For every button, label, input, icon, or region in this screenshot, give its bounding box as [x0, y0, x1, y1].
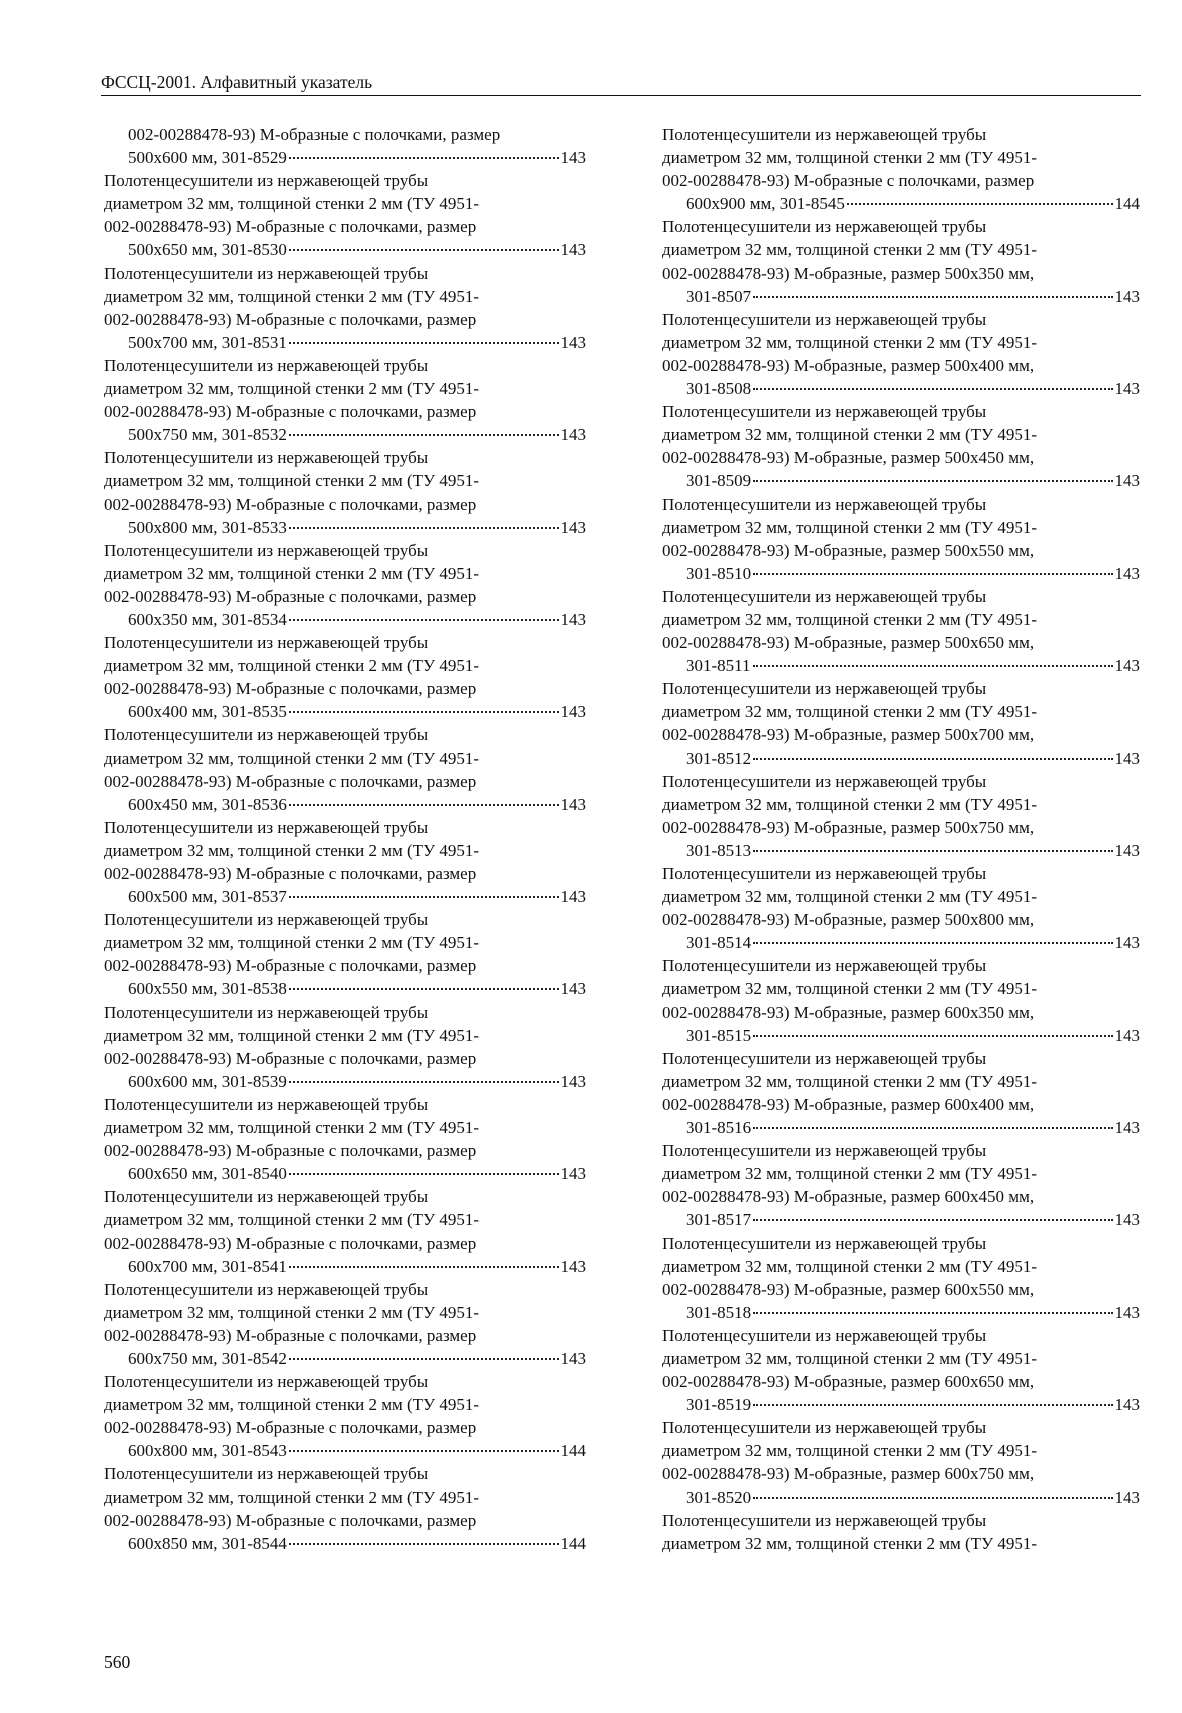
dot-leader — [289, 804, 559, 806]
entry-text-line: Полотенцесушители из нержавеющей трубы — [104, 1187, 429, 1207]
entry-last-line — [128, 1255, 586, 1278]
index-entry — [662, 585, 1140, 677]
entry-page-ref: 143 — [1114, 1302, 1140, 1322]
entry-last-line — [128, 516, 586, 539]
entry-code: 301-8508 — [686, 379, 752, 399]
entry-page-ref: 144 — [1114, 194, 1140, 214]
dot-leader — [753, 1219, 1112, 1221]
index-entry — [662, 123, 1140, 215]
dot-leader — [289, 711, 559, 713]
entry-text-line: диаметром 32 мм, толщиной стенки 2 мм (ТУ 4951- — [662, 425, 1038, 445]
entry-page-ref: 143 — [1114, 656, 1140, 676]
entry-text-line: Полотенцесушители из нержавеющей трубы — [662, 1510, 987, 1530]
entry-text-line: диаметром 32 мм, толщиной стенки 2 мм (ТУ 4951- — [104, 194, 480, 214]
entry-text-line: 002-00288478-93) М-образные, размер 500x450 мм, — [662, 448, 1035, 468]
entry-code: 301-8513 — [686, 840, 752, 860]
entry-page-ref: 143 — [1114, 1487, 1140, 1507]
entry-text-line: диаметром 32 мм, толщиной стенки 2 мм (ТУ 4951- — [104, 1118, 480, 1138]
entry-last-line — [686, 1301, 1140, 1324]
entry-page-ref: 143 — [1114, 1025, 1140, 1045]
entry-code: 600x900 мм, 301-8545 — [686, 194, 845, 214]
entry-text-line: Полотенцесушители из нержавеющей трубы — [662, 309, 987, 329]
entry-page-ref: 143 — [560, 425, 586, 445]
entry-page-ref: 143 — [560, 148, 586, 168]
entry-text-line: 002-00288478-93) М-образные, размер 500x700 мм, — [662, 725, 1035, 745]
entry-text-line: диаметром 32 мм, толщиной стенки 2 мм (ТУ 4951- — [662, 979, 1038, 999]
entry-last-line — [686, 1486, 1140, 1509]
entry-code: 301-8512 — [686, 748, 752, 768]
entry-last-line — [686, 747, 1140, 770]
dot-leader — [753, 388, 1112, 390]
entry-text-line: 002-00288478-93) М-образные, размер 600x450 мм, — [662, 1187, 1035, 1207]
index-entry — [104, 262, 586, 354]
dot-leader — [753, 758, 1112, 760]
entry-text-line: диаметром 32 мм, толщиной стенки 2 мм (ТУ 4951- — [104, 1210, 480, 1230]
index-entry — [662, 1509, 1140, 1555]
entry-code: 500x800 мм, 301-8533 — [128, 517, 287, 537]
entry-text-line: диаметром 32 мм, толщиной стенки 2 мм (ТУ 4951- — [104, 1302, 480, 1322]
entry-text-line: диаметром 32 мм, толщиной стенки 2 мм (ТУ 4951- — [104, 656, 480, 676]
entry-code: 301-8518 — [686, 1302, 752, 1322]
index-column-left — [104, 123, 586, 1555]
entry-text-line: диаметром 32 мм, толщиной стенки 2 мм (ТУ 4951- — [104, 1025, 480, 1045]
index-entry — [662, 493, 1140, 585]
entry-last-line — [128, 1070, 586, 1093]
entry-text-line: 002-00288478-93) М-образные, размер 500x750 мм, — [662, 817, 1035, 837]
entry-text-line: диаметром 32 мм, толщиной стенки 2 мм (ТУ 4951- — [662, 1256, 1038, 1276]
entry-text-line: 002-00288478-93) М-образные, размер 600x550 мм, — [662, 1279, 1035, 1299]
entry-text-line: Полотенцесушители из нержавеющей трубы — [104, 448, 429, 468]
entry-page-ref: 144 — [560, 1441, 586, 1461]
dot-leader — [753, 1404, 1112, 1406]
index-entry — [104, 446, 586, 538]
entry-code: 500x600 мм, 301-8529 — [128, 148, 287, 168]
index-entry — [104, 908, 586, 1000]
entry-text-line: Полотенцесушители из нержавеющей трубы — [104, 633, 429, 653]
dot-leader — [753, 1312, 1112, 1314]
entry-text-line: 002-00288478-93) М-образные, размер 600x750 мм, — [662, 1464, 1035, 1484]
entry-text-line: диаметром 32 мм, толщиной стенки 2 мм (ТУ 4951- — [662, 1164, 1038, 1184]
entry-code: 600x450 мм, 301-8536 — [128, 794, 287, 814]
entry-last-line — [686, 654, 1140, 677]
entry-code: 500x700 мм, 301-8531 — [128, 332, 287, 352]
header-title: ФССЦ-2001. Алфавитный указатель — [101, 72, 373, 92]
entry-code: 301-8520 — [686, 1487, 752, 1507]
index-entry — [104, 1093, 586, 1185]
dot-leader — [753, 1035, 1112, 1037]
entry-page-ref: 143 — [1114, 563, 1140, 583]
entry-code: 600x350 мм, 301-8534 — [128, 609, 287, 629]
dot-leader — [753, 665, 1113, 667]
index-entry — [104, 1462, 586, 1554]
dot-leader — [289, 342, 559, 344]
entry-text-line: диаметром 32 мм, толщиной стенки 2 мм (ТУ 4951- — [662, 609, 1038, 629]
entry-code: 600x650 мм, 301-8540 — [128, 1164, 287, 1184]
dot-leader — [289, 988, 559, 990]
entry-text-line: диаметром 32 мм, толщиной стенки 2 мм (ТУ 4951- — [104, 1395, 480, 1415]
entry-last-line — [128, 608, 586, 631]
index-entry — [662, 215, 1140, 307]
dot-leader — [847, 203, 1113, 205]
entry-last-line — [128, 423, 586, 446]
entry-text-line: диаметром 32 мм, толщиной стенки 2 мм (ТУ 4951- — [662, 240, 1038, 260]
index-entry — [104, 1185, 586, 1277]
entry-text-line: диаметром 32 мм, толщиной стенки 2 мм (ТУ 4951- — [104, 563, 480, 583]
entry-page-ref: 143 — [1114, 840, 1140, 860]
entry-text-line: 002-00288478-93) М-образные с полочками, размер — [104, 217, 477, 237]
page-number: 560 — [104, 1652, 131, 1672]
entry-text-line: Полотенцесушители из нержавеющей трубы — [104, 171, 429, 191]
index-entry — [662, 1416, 1140, 1508]
entry-last-line — [128, 1532, 586, 1555]
entry-text-line: Полотенцесушители из нержавеющей трубы — [104, 910, 429, 930]
entry-last-line — [686, 377, 1140, 400]
entry-page-ref: 143 — [560, 609, 586, 629]
entry-last-line — [686, 285, 1140, 308]
entry-text-line: 002-00288478-93) М-образные с полочками, размер — [104, 402, 477, 422]
entry-last-line — [128, 700, 586, 723]
entry-last-line — [686, 562, 1140, 585]
entry-text-line: Полотенцесушители из нержавеющей трубы — [104, 725, 429, 745]
dot-leader — [289, 1450, 559, 1452]
index-entry — [662, 400, 1140, 492]
entry-last-line — [128, 1162, 586, 1185]
entry-last-line — [128, 885, 586, 908]
entry-text-line: Полотенцесушители из нержавеющей трубы — [662, 771, 987, 791]
entry-text-line: 002-00288478-93) М-образные с полочками, размер — [104, 679, 477, 699]
entry-page-ref: 144 — [560, 1533, 586, 1553]
entry-text-line: 002-00288478-93) М-образные, размер 600x400 мм, — [662, 1094, 1035, 1114]
entry-last-line — [686, 839, 1140, 862]
entry-text-line: Полотенцесушители из нержавеющей трубы — [662, 1048, 987, 1068]
index-entry — [662, 862, 1140, 954]
entry-page-ref: 143 — [1114, 1210, 1140, 1230]
entry-text-line: 002-00288478-93) М-образные с полочками, размер — [104, 864, 477, 883]
dot-leader — [289, 1543, 559, 1545]
entry-text-line: 002-00288478-93) М-образные, размер 500x350 мм, — [662, 263, 1035, 283]
index-entry — [104, 816, 586, 908]
entry-code: 600x700 мм, 301-8541 — [128, 1256, 287, 1276]
entry-text-line: диаметром 32 мм, толщиной стенки 2 мм (ТУ 4951- — [662, 794, 1038, 814]
entry-text-line: 002-00288478-93) М-образные с полочками, размер — [104, 771, 477, 791]
entry-text-line: Полотенцесушители из нержавеющей трубы — [662, 1418, 987, 1438]
dot-leader — [289, 527, 559, 529]
entry-last-line — [686, 1024, 1140, 1047]
entry-code: 600x550 мм, 301-8538 — [128, 979, 287, 999]
entry-last-line — [128, 238, 586, 261]
dot-leader — [753, 942, 1112, 944]
entry-text-line: диаметром 32 мм, толщиной стенки 2 мм (ТУ 4951- — [104, 1487, 480, 1507]
index-entry — [104, 354, 586, 446]
entry-page-ref: 143 — [1114, 1395, 1140, 1415]
dot-leader — [753, 480, 1112, 482]
dot-leader — [289, 1081, 559, 1083]
entry-text-line: диаметром 32 мм, толщиной стенки 2 мм (ТУ 4951- — [662, 1533, 1038, 1553]
index-entry-continued — [104, 123, 586, 169]
entry-text-line: диаметром 32 мм, толщиной стенки 2 мм (ТУ 4951- — [104, 471, 480, 491]
entry-text-line: Полотенцесушители из нержавеющей трубы — [104, 1279, 429, 1299]
dot-leader — [753, 1127, 1112, 1129]
running-header — [101, 71, 1141, 96]
entry-last-line — [686, 1116, 1140, 1139]
entry-last-line — [128, 977, 586, 1000]
entry-text-line: 002-00288478-93) М-образные с полочками, размер — [104, 956, 477, 976]
entry-code: 301-8507 — [686, 286, 752, 306]
entry-text-line: Полотенцесушители из нержавеющей трубы — [104, 540, 429, 560]
index-column-right — [662, 123, 1140, 1555]
entry-page-ref: 143 — [1114, 379, 1140, 399]
entry-text-line: диаметром 32 мм, толщиной стенки 2 мм (ТУ 4951- — [662, 1441, 1038, 1461]
entry-text-line: Полотенцесушители из нержавеющей трубы — [104, 263, 429, 283]
entry-text-line: 002-00288478-93) М-образные, размер 600x350 мм, — [662, 1002, 1035, 1022]
entry-text-line: Полотенцесушители из нержавеющей трубы — [104, 1464, 429, 1484]
entry-text-line: 002-00288478-93) М-образные с полочками, размер — [104, 1418, 477, 1438]
entry-text-line: 002-00288478-93) М-образные с полочками, размер — [104, 1510, 477, 1530]
entry-code: 301-8511 — [686, 656, 751, 676]
index-entry — [662, 308, 1140, 400]
entry-code: 301-8515 — [686, 1025, 752, 1045]
dot-leader — [289, 619, 559, 621]
entry-text-line: 002-00288478-93) М-образные с полочками, размер — [104, 494, 477, 514]
entry-page-ref: 143 — [560, 887, 586, 907]
entry-text-line: Полотенцесушители из нержавеющей трубы — [662, 125, 987, 144]
index-entry — [104, 723, 586, 815]
entry-text-line: диаметром 32 мм, толщиной стенки 2 мм (ТУ 4951- — [662, 517, 1038, 537]
dot-leader — [289, 249, 559, 251]
entry-page-ref: 143 — [1114, 748, 1140, 768]
entry-text-line: диаметром 32 мм, толщиной стенки 2 мм (ТУ 4951- — [662, 702, 1038, 722]
dot-leader — [753, 296, 1112, 298]
entry-code: 500x650 мм, 301-8530 — [128, 240, 287, 260]
entry-code: 600x750 мм, 301-8542 — [128, 1348, 287, 1368]
index-entry — [104, 1001, 586, 1093]
entry-text-line: Полотенцесушители из нержавеющей трубы — [662, 1233, 987, 1253]
entry-text-line: диаметром 32 мм, толщиной стенки 2 мм (ТУ 4951- — [662, 332, 1038, 352]
entry-code: 600x500 мм, 301-8537 — [128, 887, 287, 907]
entry-page-ref: 143 — [560, 240, 586, 260]
entry-text-line: диаметром 32 мм, толщиной стенки 2 мм (ТУ 4951- — [104, 748, 480, 768]
entry-page-ref: 143 — [1114, 933, 1140, 953]
entry-page-ref: 143 — [560, 517, 586, 537]
dot-leader — [289, 1358, 559, 1360]
entry-code: 301-8510 — [686, 563, 752, 583]
entry-text-line: Полотенцесушители из нержавеющей трубы — [104, 817, 429, 837]
entry-code: 301-8509 — [686, 471, 752, 491]
index-entry — [662, 770, 1140, 862]
entry-last-line — [128, 793, 586, 816]
entry-page-ref: 143 — [560, 702, 586, 722]
entry-text-line: Полотенцесушители из нержавеющей трубы — [104, 1002, 429, 1022]
dot-leader — [289, 1266, 559, 1268]
entry-text-line: диаметром 32 мм, толщиной стенки 2 мм (ТУ 4951- — [662, 148, 1038, 168]
entry-last-line — [686, 1208, 1140, 1231]
entry-page-ref: 143 — [560, 1256, 586, 1276]
entry-code: 301-8514 — [686, 933, 752, 953]
entry-last-line — [686, 469, 1140, 492]
entry-text-line: диаметром 32 мм, толщиной стенки 2 мм (ТУ 4951- — [662, 887, 1038, 907]
entry-text-line: Полотенцесушители из нержавеющей трубы — [104, 1372, 429, 1392]
dot-leader — [289, 157, 559, 159]
entry-text-line: 002-00288478-93) М-образные, размер 500x800 мм, — [662, 910, 1035, 930]
entry-text-line: 002-00288478-93) М-образные с полочками, размер — [662, 171, 1035, 191]
entry-last-line — [128, 1439, 586, 1462]
entry-code: 600x400 мм, 301-8535 — [128, 702, 287, 722]
index-entry — [104, 631, 586, 723]
entry-text-line: Полотенцесушители из нержавеющей трубы — [662, 864, 987, 883]
entry-text-line: 002-00288478-93) М-образные с полочками, размер — [104, 1048, 477, 1068]
entry-page-ref: 143 — [560, 794, 586, 814]
entry-code: 301-8516 — [686, 1118, 752, 1138]
entry-text-line: Полотенцесушители из нержавеющей трубы — [662, 217, 987, 237]
entry-code: 600x850 мм, 301-8544 — [128, 1533, 287, 1553]
index-entry — [662, 1232, 1140, 1324]
entry-page-ref: 143 — [560, 332, 586, 352]
dot-leader — [753, 850, 1112, 852]
entry-text-line: диаметром 32 мм, толщиной стенки 2 мм (ТУ 4951- — [104, 379, 480, 399]
entry-code: 301-8517 — [686, 1210, 752, 1230]
entry-text-line: Полотенцесушители из нержавеющей трубы — [104, 1094, 429, 1114]
entry-text-line: 002-00288478-93) М-образные, размер 500x400 мм, — [662, 355, 1035, 375]
entry-text-line: 002-00288478-93) М-образные с полочками, размер — [104, 586, 477, 606]
entry-text-line: Полотенцесушители из нержавеющей трубы — [662, 1325, 987, 1345]
dot-leader — [289, 1173, 559, 1175]
entry-text-line: Полотенцесушители из нержавеющей трубы — [104, 355, 429, 375]
entry-page-ref: 143 — [1114, 286, 1140, 306]
dot-leader — [289, 896, 559, 898]
entry-text-line: Полотенцесушители из нержавеющей трубы — [662, 1141, 987, 1161]
entry-page-ref: 143 — [1114, 1118, 1140, 1138]
index-entry — [104, 1278, 586, 1370]
index-entry — [104, 1370, 586, 1462]
index-entry — [662, 954, 1140, 1046]
entry-text-line: диаметром 32 мм, толщиной стенки 2 мм (ТУ 4951- — [104, 286, 480, 306]
entry-last-line — [128, 1347, 586, 1370]
entry-last-line — [686, 1393, 1140, 1416]
index-entry — [104, 169, 586, 261]
entry-text-line: диаметром 32 мм, толщиной стенки 2 мм (ТУ 4951- — [662, 1348, 1038, 1368]
entry-text-line: 002-00288478-93) М-образные с полочками, размер — [128, 125, 501, 144]
entry-text-line: 002-00288478-93) М-образные, размер 500x550 мм, — [662, 540, 1035, 560]
entry-last-line — [128, 331, 586, 354]
entry-page-ref: 143 — [560, 1348, 586, 1368]
entry-text-line: Полотенцесушители из нержавеющей трубы — [662, 679, 987, 699]
entry-code: 600x800 мм, 301-8543 — [128, 1441, 287, 1461]
entry-last-line — [128, 146, 586, 169]
entry-text-line: диаметром 32 мм, толщиной стенки 2 мм (ТУ 4951- — [662, 1071, 1038, 1091]
entry-text-line: Полотенцесушители из нержавеющей трубы — [662, 956, 987, 976]
entry-last-line — [686, 192, 1140, 215]
entry-code: 500x750 мм, 301-8532 — [128, 425, 287, 445]
entry-text-line: Полотенцесушители из нержавеющей трубы — [662, 494, 987, 514]
dot-leader — [753, 1497, 1112, 1499]
entry-page-ref: 143 — [560, 979, 586, 999]
index-entry — [662, 1047, 1140, 1139]
dot-leader — [289, 434, 559, 436]
entry-code: 600x600 мм, 301-8539 — [128, 1071, 287, 1091]
entry-text-line: 002-00288478-93) М-образные с полочками, размер — [104, 309, 477, 329]
index-entry — [104, 539, 586, 631]
entry-text-line: 002-00288478-93) М-образные, размер 600x650 мм, — [662, 1372, 1035, 1392]
entry-text-line: 002-00288478-93) М-образные с полочками, размер — [104, 1141, 477, 1161]
entry-page-ref: 143 — [560, 1071, 586, 1091]
index-entry — [662, 1324, 1140, 1416]
entry-last-line — [686, 931, 1140, 954]
entry-text-line: Полотенцесушители из нержавеющей трубы — [662, 586, 987, 606]
entry-text-line: диаметром 32 мм, толщиной стенки 2 мм (ТУ 4951- — [104, 840, 480, 860]
entry-code: 301-8519 — [686, 1395, 752, 1415]
dot-leader — [753, 573, 1112, 575]
entry-text-line: 002-00288478-93) М-образные с полочками, размер — [104, 1325, 477, 1345]
entry-text-line: диаметром 32 мм, толщиной стенки 2 мм (ТУ 4951- — [104, 933, 480, 953]
entry-page-ref: 143 — [560, 1164, 586, 1184]
entry-text-line: 002-00288478-93) М-образные, размер 500x650 мм, — [662, 633, 1035, 653]
index-entry — [662, 1139, 1140, 1231]
index-entry — [662, 677, 1140, 769]
entry-page-ref: 143 — [1114, 471, 1140, 491]
entry-text-line: 002-00288478-93) М-образные с полочками, размер — [104, 1233, 477, 1253]
entry-text-line: Полотенцесушители из нержавеющей трубы — [662, 402, 987, 422]
